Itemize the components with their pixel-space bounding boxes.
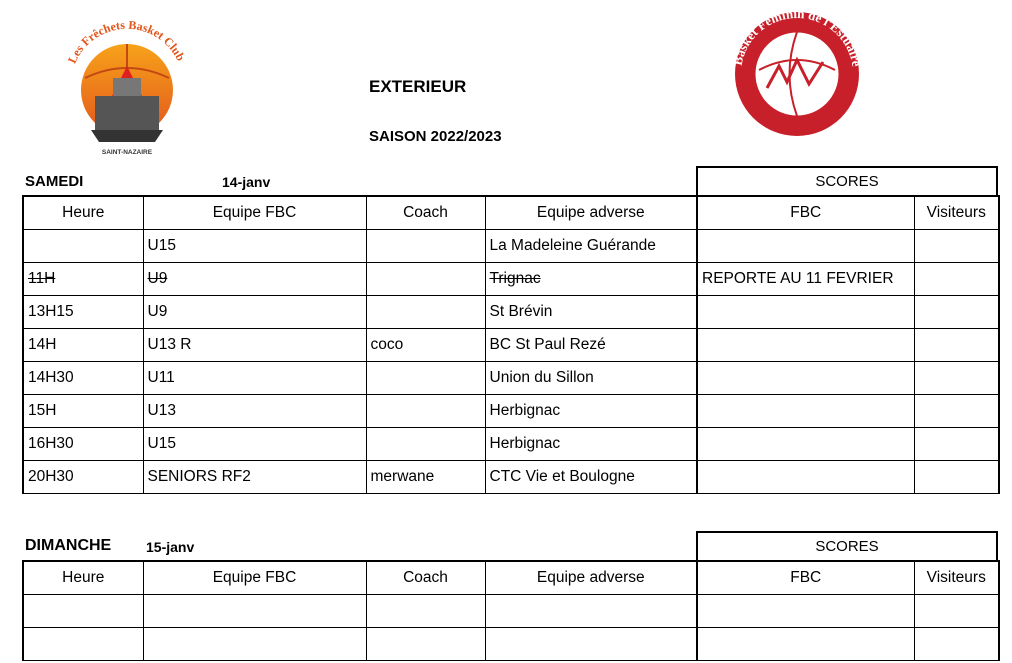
col-equipe-adverse: Equipe adverse [485, 561, 697, 594]
cell-equipe-adverse-text: Trignac [489, 269, 541, 287]
cell-equipe-fbc [143, 427, 366, 460]
cell-equipe-adverse-text: Herbignac [489, 401, 561, 419]
cell-equipe-adverse [485, 295, 697, 328]
cell-equipe-fbc-text: U15 [147, 236, 176, 254]
cell-fbc [697, 229, 914, 262]
cell-fbc [697, 328, 914, 361]
cell-equipe-adverse-text: CTC Vie et Boulogne [489, 467, 635, 485]
col-coach: Coach [366, 561, 485, 594]
left-logo-subtitle: SAINT-NAZAIRE [101, 149, 153, 156]
cell-visiteurs [914, 262, 999, 295]
cell-equipe-adverse [485, 361, 697, 394]
cell-fbc [697, 295, 914, 328]
cell-equipe-adverse [485, 394, 697, 427]
cell-equipe-fbc-text: U11 [147, 368, 175, 386]
table-row [23, 460, 999, 493]
col-fbc: FBC [697, 561, 914, 594]
cell-heure-text: 11H [28, 269, 56, 287]
basket-feminin-estuaire-logo [727, 10, 867, 138]
table-row [23, 627, 999, 660]
cell-visiteurs [914, 361, 999, 394]
cell-equipe-fbc [143, 361, 366, 394]
samedi-table [22, 195, 1000, 494]
cell-heure-text: 20H30 [28, 467, 74, 485]
cell-heure [23, 229, 143, 262]
samedi-scores-header: SCORES [696, 166, 998, 196]
col-visiteurs: Visiteurs [914, 561, 999, 594]
cell-coach [366, 229, 485, 262]
cell-heure-text: 16H30 [28, 434, 74, 452]
cell-fbc [697, 460, 914, 493]
table-row [23, 361, 999, 394]
cell-equipe-fbc-text: U13 [147, 401, 176, 419]
dimanche-date: 15-janv [146, 539, 195, 555]
cell-heure-text: 14H [28, 335, 57, 353]
cell-fbc [697, 427, 914, 460]
cell-coach [366, 460, 485, 493]
cell-equipe-adverse [485, 328, 697, 361]
cell-equipe-adverse [485, 594, 697, 627]
cell-coach [366, 262, 485, 295]
cell-fbc [697, 627, 914, 660]
table-row [23, 229, 999, 262]
cell-fbc [697, 361, 914, 394]
cell-coach-text: coco [370, 335, 404, 353]
table-row [23, 295, 999, 328]
col-visiteurs: Visiteurs [914, 196, 999, 229]
cell-equipe-adverse-text: La Madeleine Guérande [489, 236, 656, 254]
frechets-basket-club-logo [55, 18, 200, 158]
cell-heure [23, 295, 143, 328]
cell-visiteurs [914, 295, 999, 328]
cell-equipe-fbc [143, 394, 366, 427]
cell-heure [23, 262, 143, 295]
dimanche-scores-header: SCORES [696, 531, 998, 561]
cell-fbc [697, 262, 914, 295]
cell-heure [23, 328, 143, 361]
page-title: EXTERIEUR [369, 77, 467, 96]
col-equipe-fbc: Equipe FBC [143, 196, 366, 229]
samedi-label: SAMEDI [25, 173, 84, 190]
cell-equipe-adverse [485, 627, 697, 660]
cell-heure [23, 627, 143, 660]
samedi-date: 14-janv [222, 174, 271, 190]
col-fbc: FBC [697, 196, 914, 229]
cell-equipe-fbc-text: U15 [147, 434, 176, 452]
col-equipe-fbc: Equipe FBC [143, 561, 366, 594]
cell-visiteurs [914, 427, 999, 460]
cell-heure-text: 13H15 [28, 302, 74, 320]
left-logo-name: Les Frêchets Basket Club [64, 18, 188, 66]
cell-heure [23, 594, 143, 627]
cell-equipe-fbc-text: SENIORS RF2 [147, 467, 251, 485]
cell-heure [23, 460, 143, 493]
cell-visiteurs [914, 594, 999, 627]
cell-visiteurs [914, 394, 999, 427]
cell-equipe-adverse-text: Union du Sillon [489, 368, 594, 386]
cell-equipe-fbc [143, 594, 366, 627]
dimanche-header-row [23, 561, 999, 594]
cell-equipe-adverse [485, 229, 697, 262]
cell-coach [366, 361, 485, 394]
cell-equipe-adverse [485, 262, 697, 295]
cell-heure [23, 427, 143, 460]
cell-heure-text: 14H30 [28, 368, 74, 386]
cell-fbc [697, 394, 914, 427]
cell-coach [366, 594, 485, 627]
dimanche-label: DIMANCHE [25, 537, 112, 554]
col-equipe-adverse: Equipe adverse [485, 196, 697, 229]
dimanche-table [22, 560, 1000, 661]
cell-heure [23, 394, 143, 427]
cell-coach-text: merwane [370, 467, 435, 485]
season-label: SAISON 2022/2023 [369, 128, 502, 145]
cell-equipe-fbc-text: U9 [147, 269, 168, 287]
cell-fbc [697, 594, 914, 627]
cell-coach [366, 427, 485, 460]
table-row [23, 594, 999, 627]
cell-equipe-adverse [485, 460, 697, 493]
cell-equipe-fbc [143, 460, 366, 493]
cell-visiteurs [914, 460, 999, 493]
cell-equipe-adverse [485, 427, 697, 460]
cell-heure-text: 15H [28, 401, 57, 419]
cell-equipe-adverse-text: BC St Paul Rezé [489, 335, 606, 353]
cell-equipe-fbc-text: U9 [147, 302, 168, 320]
table-row [23, 328, 999, 361]
cell-equipe-fbc [143, 262, 366, 295]
cell-equipe-adverse-text: St Brévin [489, 302, 553, 320]
cell-coach [366, 295, 485, 328]
cell-equipe-fbc [143, 295, 366, 328]
cell-equipe-fbc [143, 229, 366, 262]
col-coach: Coach [366, 196, 485, 229]
cell-heure [23, 361, 143, 394]
table-row [23, 262, 999, 295]
cell-coach [366, 627, 485, 660]
cell-equipe-fbc [143, 328, 366, 361]
table-row [23, 427, 999, 460]
cell-visiteurs [914, 229, 999, 262]
cell-coach [366, 394, 485, 427]
cell-coach [366, 328, 485, 361]
cell-equipe-fbc [143, 627, 366, 660]
cell-equipe-fbc-text: U13 R [147, 335, 192, 353]
cell-visiteurs [914, 627, 999, 660]
samedi-header-row [23, 196, 999, 229]
right-logo-name: Basket Féminin de l'Estuaire [729, 10, 865, 68]
cell-visiteurs [914, 328, 999, 361]
table-row [23, 394, 999, 427]
cell-fbc-text: REPORTE AU 11 FEVRIER [702, 269, 894, 287]
cell-equipe-adverse-text: Herbignac [489, 434, 561, 452]
col-heure: Heure [23, 196, 143, 229]
col-heure: Heure [23, 561, 143, 594]
